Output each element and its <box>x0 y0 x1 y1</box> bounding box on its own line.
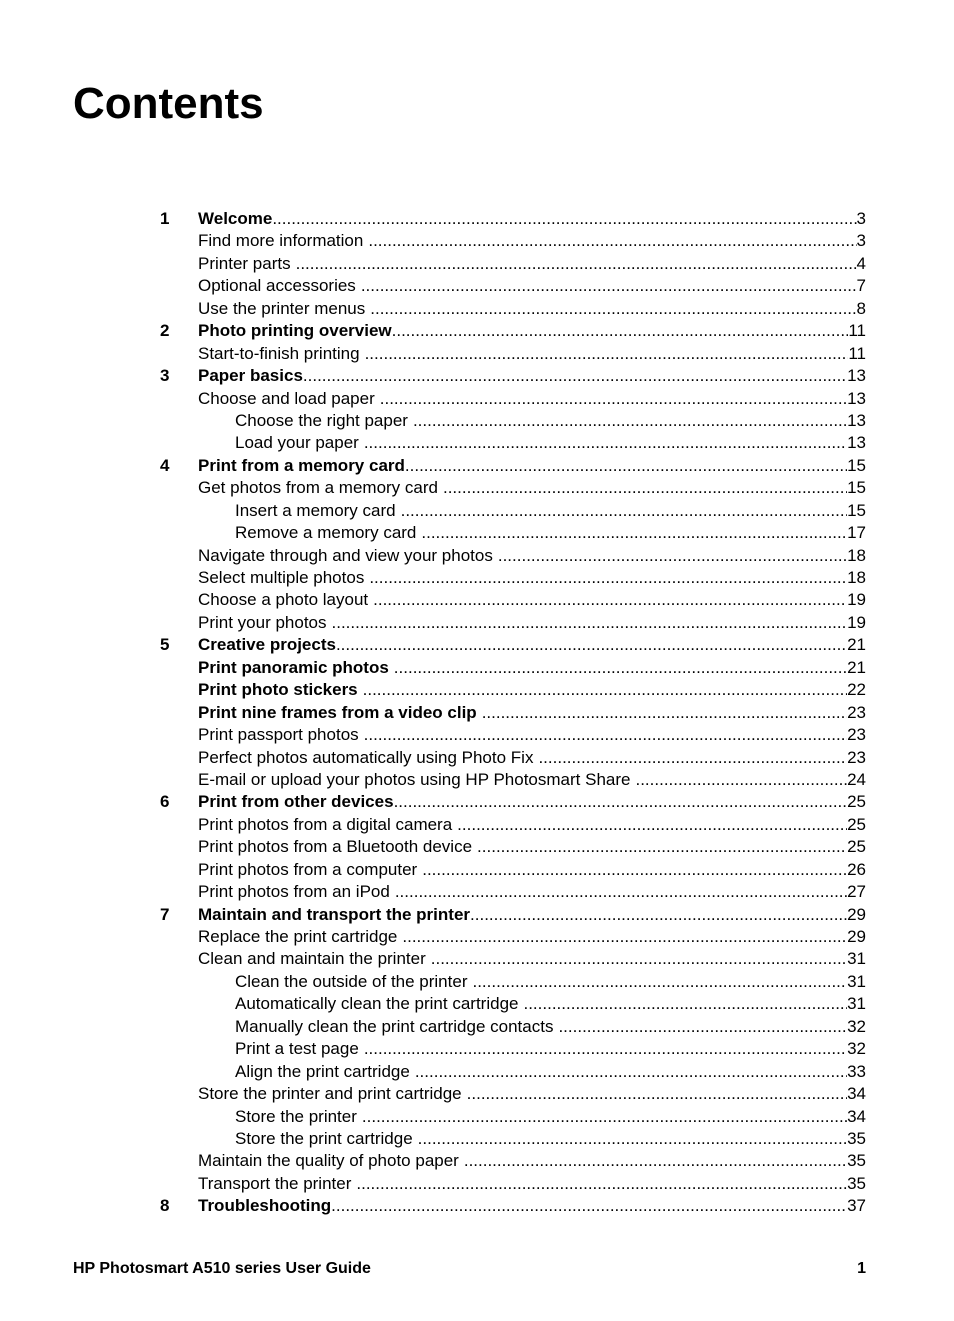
toc-page-number: 37 <box>847 1196 866 1216</box>
toc-entry-line <box>198 657 866 679</box>
toc-entry-label: Choose and load paper <box>198 388 375 408</box>
toc-entry-line <box>198 253 866 275</box>
toc-entry[interactable] <box>160 298 866 320</box>
toc-page-number: 18 <box>847 545 866 565</box>
toc-entry[interactable] <box>160 388 866 410</box>
toc-entry-label: Print your photos <box>198 612 327 632</box>
toc-page-number: 35 <box>847 1128 866 1148</box>
toc-entry-line <box>198 702 866 724</box>
toc-entry-label: Choose the right paper <box>235 410 408 430</box>
toc-dot-leader <box>394 791 848 813</box>
toc-chapter-number: 3 <box>160 366 170 386</box>
toc-dot-leader <box>397 926 847 948</box>
toc-page-number: 23 <box>847 725 866 745</box>
toc-page-number: 23 <box>847 747 866 767</box>
toc-entry[interactable] <box>160 836 866 858</box>
toc-entry[interactable] <box>160 208 866 230</box>
toc-page-number: 3 <box>856 209 866 228</box>
toc-entry-label: Print photo stickers <box>198 680 358 700</box>
toc-dot-leader <box>410 1061 847 1083</box>
toc-dot-leader <box>359 432 847 454</box>
toc-entry-label: Photo printing overview <box>198 321 392 341</box>
toc-entry-line <box>198 612 866 634</box>
toc-dot-leader <box>477 702 847 724</box>
toc-entry[interactable] <box>160 859 866 881</box>
toc-entry-label: Get photos from a memory card <box>198 478 438 498</box>
toc-entry[interactable] <box>160 612 866 634</box>
toc-chapter-number: 5 <box>160 635 170 655</box>
toc-entry-line <box>198 1150 866 1172</box>
toc-entry[interactable] <box>160 253 866 275</box>
toc-entry-line <box>235 432 866 454</box>
toc-dot-leader <box>518 993 847 1015</box>
toc-dot-leader <box>356 275 857 297</box>
toc-entry-label: Maintain the quality of photo paper <box>198 1151 459 1171</box>
toc-page-number: 15 <box>847 500 866 520</box>
toc-entry-label: Print photos from an iPod <box>198 882 390 902</box>
toc-dot-leader <box>405 455 847 477</box>
toc-dot-leader <box>390 881 847 903</box>
toc-page-number: 13 <box>847 433 866 453</box>
toc-entry-line <box>198 477 866 499</box>
toc-entry[interactable] <box>160 814 866 836</box>
toc-entry-label: Print photos from a computer <box>198 859 418 879</box>
toc-entry-label: Store the printer <box>235 1106 357 1126</box>
toc-dot-leader <box>392 320 849 342</box>
page-title: Contents <box>73 79 264 128</box>
toc-dot-leader <box>408 410 847 432</box>
toc-entry-label: Print photos from a Bluetooth device <box>198 837 473 857</box>
toc-entry-line <box>198 545 866 567</box>
toc-entry-line <box>198 904 866 926</box>
toc-entry-label: Store the printer and print cartridge <box>198 1084 462 1104</box>
toc-dot-leader <box>351 1173 847 1195</box>
toc-chapter-number: 6 <box>160 792 170 812</box>
toc-dot-leader <box>493 545 847 567</box>
toc-dot-leader <box>396 500 847 522</box>
toc-entry-line <box>198 836 866 858</box>
toc-entry-line <box>198 298 866 320</box>
toc-entry[interactable] <box>160 522 866 544</box>
toc-entry-label: Troubleshooting <box>198 1196 332 1216</box>
toc-entry[interactable] <box>160 432 866 454</box>
toc-entry-label: Align the print cartridge <box>235 1061 410 1081</box>
toc-dot-leader <box>452 814 847 836</box>
toc-page-number: 15 <box>847 455 866 475</box>
toc-entry-label: Welcome <box>198 209 273 228</box>
toc-page-number: 35 <box>847 1151 866 1171</box>
toc-dot-leader <box>630 769 847 791</box>
toc-entry[interactable] <box>160 1083 866 1105</box>
toc-entry-line <box>198 634 866 656</box>
toc-page-number: 25 <box>847 814 866 834</box>
toc-entry-label: Navigate through and view your photos <box>198 545 493 565</box>
toc-entry[interactable] <box>160 500 866 522</box>
toc-entry-label: Store the print cartridge <box>235 1128 413 1148</box>
toc-entry-label: Print a test page <box>235 1039 359 1059</box>
toc-entry-label: Optional accessories <box>198 276 356 296</box>
toc-entry[interactable] <box>160 230 866 252</box>
toc-entry-label: Choose a photo layout <box>198 590 369 610</box>
toc-entry-label: Print panoramic photos <box>198 657 389 677</box>
toc-dot-leader <box>331 1195 847 1217</box>
toc-page-number: 19 <box>847 590 866 610</box>
toc-entry-label: Printer parts <box>198 253 291 273</box>
toc-page-number: 31 <box>847 971 866 991</box>
toc-entry-line <box>198 343 866 365</box>
toc-page-number: 27 <box>847 882 866 902</box>
toc-dot-leader <box>389 657 847 679</box>
toc-dot-leader <box>359 1038 847 1060</box>
toc-entry[interactable] <box>160 1128 866 1150</box>
toc-dot-leader <box>467 971 847 993</box>
toc-entry[interactable] <box>160 881 866 903</box>
toc-page-number: 26 <box>847 859 866 879</box>
toc-page-number: 11 <box>848 321 866 341</box>
toc-page-number: 4 <box>856 253 866 273</box>
toc-entry-label: Load your paper <box>235 433 359 453</box>
toc-entry-line <box>198 275 866 297</box>
toc-dot-leader <box>272 208 856 230</box>
toc-page-number: 11 <box>848 343 866 363</box>
toc-entry-line <box>198 567 866 589</box>
toc-dot-leader <box>459 1150 847 1172</box>
toc-entry-line <box>198 814 866 836</box>
toc-entry-line <box>235 971 866 993</box>
toc-entry-line <box>198 747 866 769</box>
toc-entry-label: Creative projects <box>198 635 336 655</box>
toc-chapter-number: 2 <box>160 321 170 341</box>
toc-entry[interactable] <box>160 791 866 813</box>
toc-entry[interactable] <box>160 657 866 679</box>
toc-entry[interactable] <box>160 320 866 342</box>
toc-entry-line <box>235 1106 866 1128</box>
toc-entry-label: Replace the print cartridge <box>198 927 398 946</box>
toc-dot-leader <box>426 948 847 970</box>
toc-entry[interactable] <box>160 926 866 948</box>
toc-entry-line <box>198 1195 866 1217</box>
toc-entry-label: Transport the printer <box>198 1173 352 1193</box>
toc-entry[interactable] <box>160 1195 866 1217</box>
toc-page-number: 13 <box>847 388 866 408</box>
toc-entry-label: Print nine frames from a video clip <box>198 702 477 722</box>
footer-guide-title: HP Photosmart A510 series User Guide <box>73 1260 371 1277</box>
table-of-contents <box>160 208 866 1218</box>
toc-page-number: 25 <box>847 837 866 857</box>
toc-entry-line <box>198 1083 866 1105</box>
toc-dot-leader <box>368 589 847 611</box>
toc-entry[interactable] <box>160 589 866 611</box>
toc-dot-leader <box>359 724 847 746</box>
toc-page-number: 21 <box>847 635 866 655</box>
toc-entry[interactable] <box>160 747 866 769</box>
toc-dot-leader <box>417 859 847 881</box>
toc-chapter-number: 7 <box>160 904 170 924</box>
toc-entry[interactable] <box>160 1150 866 1172</box>
toc-page-number: 32 <box>847 1016 866 1036</box>
toc-page-number: 31 <box>847 994 866 1014</box>
footer-page-number: 1 <box>857 1260 866 1277</box>
toc-dot-leader <box>416 522 847 544</box>
toc-page-number: 7 <box>856 276 866 296</box>
toc-dot-leader <box>413 1128 847 1150</box>
toc-entry-label: Paper basics <box>198 366 303 386</box>
toc-entry[interactable] <box>160 702 866 724</box>
toc-entry-line <box>198 1173 866 1195</box>
toc-page-number: 35 <box>847 1173 866 1193</box>
toc-dot-leader <box>438 477 847 499</box>
toc-page-number: 19 <box>847 612 866 632</box>
toc-entry-label: Print passport photos <box>198 725 359 745</box>
toc-dot-leader <box>303 365 847 387</box>
toc-dot-leader <box>291 253 857 275</box>
toc-entry[interactable] <box>160 477 866 499</box>
toc-page-number: 31 <box>847 949 866 969</box>
toc-dot-leader <box>533 747 847 769</box>
toc-entry[interactable] <box>160 948 866 970</box>
toc-page-number: 29 <box>847 927 866 946</box>
toc-entry-line <box>235 410 866 432</box>
toc-entry[interactable] <box>160 679 866 701</box>
toc-entry[interactable] <box>160 993 866 1015</box>
toc-entry-label: Maintain and transport the printer <box>198 904 471 924</box>
toc-entry-label: Print from other devices <box>198 792 394 812</box>
toc-entry-label: Automatically clean the print cartridge <box>235 994 519 1014</box>
toc-entry[interactable] <box>160 904 866 926</box>
toc-dot-leader <box>358 679 847 701</box>
toc-entry-line <box>198 859 866 881</box>
toc-entry-line <box>198 365 866 387</box>
toc-page-number: 13 <box>847 410 866 430</box>
toc-dot-leader <box>472 836 847 858</box>
toc-entry-line <box>198 769 866 791</box>
toc-entry-line <box>198 230 866 252</box>
toc-entry-label: Start-to-finish printing <box>198 343 360 363</box>
toc-entry[interactable] <box>160 769 866 791</box>
toc-entry-line <box>235 1128 866 1150</box>
toc-dot-leader <box>462 1083 847 1105</box>
toc-entry[interactable] <box>160 455 866 477</box>
toc-entry-label: Clean the outside of the printer <box>235 971 468 991</box>
toc-entry-label: Print from a memory card <box>198 455 405 475</box>
toc-page-number: 17 <box>847 523 866 543</box>
toc-page-number: 18 <box>847 568 866 587</box>
toc-entry[interactable] <box>160 1173 866 1195</box>
toc-entry[interactable] <box>160 1106 866 1128</box>
toc-dot-leader <box>364 567 847 589</box>
toc-page-number: 21 <box>847 657 866 677</box>
toc-dot-leader <box>363 230 856 252</box>
toc-dot-leader <box>375 388 847 410</box>
toc-entry-label: Clean and maintain the printer <box>198 949 426 969</box>
toc-page-number: 24 <box>847 769 866 789</box>
toc-page-number: 34 <box>847 1084 866 1104</box>
toc-dot-leader <box>357 1106 847 1128</box>
toc-dot-leader <box>360 343 849 365</box>
toc-entry-line <box>198 679 866 701</box>
toc-entry[interactable] <box>160 275 866 297</box>
toc-entry-line <box>235 993 866 1015</box>
toc-entry[interactable] <box>160 1016 866 1038</box>
toc-entry-line <box>198 208 866 230</box>
toc-page-number: 29 <box>847 904 866 924</box>
toc-page-number: 34 <box>847 1106 866 1126</box>
toc-entry-label: Find more information <box>198 231 364 251</box>
toc-entry-line <box>235 1061 866 1083</box>
toc-entry-line <box>198 724 866 746</box>
toc-entry-label: Perfect photos automatically using Photo Fix <box>198 747 534 767</box>
toc-entry[interactable] <box>160 971 866 993</box>
toc-dot-leader <box>553 1016 847 1038</box>
toc-entry[interactable] <box>160 545 866 567</box>
toc-entry[interactable] <box>160 634 866 656</box>
toc-page-number: 8 <box>856 298 866 318</box>
toc-entry-label: Print photos from a digital camera <box>198 814 453 834</box>
toc-page-number: 25 <box>847 792 866 812</box>
toc-entry-line <box>198 589 866 611</box>
toc-entry-line <box>198 388 866 410</box>
toc-entry-label: Remove a memory card <box>235 523 417 543</box>
toc-entry[interactable] <box>160 724 866 746</box>
toc-dot-leader <box>470 904 847 926</box>
toc-dot-leader <box>336 634 847 656</box>
toc-entry[interactable] <box>160 410 866 432</box>
toc-chapter-number: 1 <box>160 209 170 228</box>
toc-page-number: 15 <box>847 478 866 498</box>
toc-entry-line <box>235 1038 866 1060</box>
toc-entry-line <box>198 455 866 477</box>
toc-entry-line <box>198 791 866 813</box>
toc-entry-label: E-mail or upload your photos using HP Photosmart Share <box>198 769 631 789</box>
toc-chapter-number: 8 <box>160 1196 170 1216</box>
toc-page-number: 33 <box>847 1061 866 1081</box>
toc-entry[interactable] <box>160 567 866 589</box>
toc-entry-label: Select multiple photos <box>198 568 365 587</box>
toc-entry[interactable] <box>160 343 866 365</box>
toc-entry[interactable] <box>160 365 866 387</box>
toc-entry[interactable] <box>160 1038 866 1060</box>
toc-entry[interactable] <box>160 1061 866 1083</box>
toc-page-number: 13 <box>847 366 866 386</box>
toc-entry-line <box>198 881 866 903</box>
toc-page-number: 32 <box>847 1039 866 1059</box>
toc-entry-line <box>235 1016 866 1038</box>
toc-entry-line <box>198 320 866 342</box>
toc-entry-line <box>235 500 866 522</box>
toc-entry-line <box>198 948 866 970</box>
toc-dot-leader <box>327 612 848 634</box>
toc-dot-leader <box>365 298 856 320</box>
toc-entry-line <box>198 926 866 948</box>
toc-page-number: 3 <box>856 231 866 251</box>
toc-entry-label: Manually clean the print cartridge contacts <box>235 1016 554 1036</box>
toc-entry-label: Use the printer menus <box>198 298 366 318</box>
toc-chapter-number: 4 <box>160 455 170 475</box>
toc-entry-label: Insert a memory card <box>235 500 396 520</box>
toc-entry-line <box>235 522 866 544</box>
toc-page-number: 22 <box>847 680 866 700</box>
toc-page-number: 23 <box>847 702 866 722</box>
